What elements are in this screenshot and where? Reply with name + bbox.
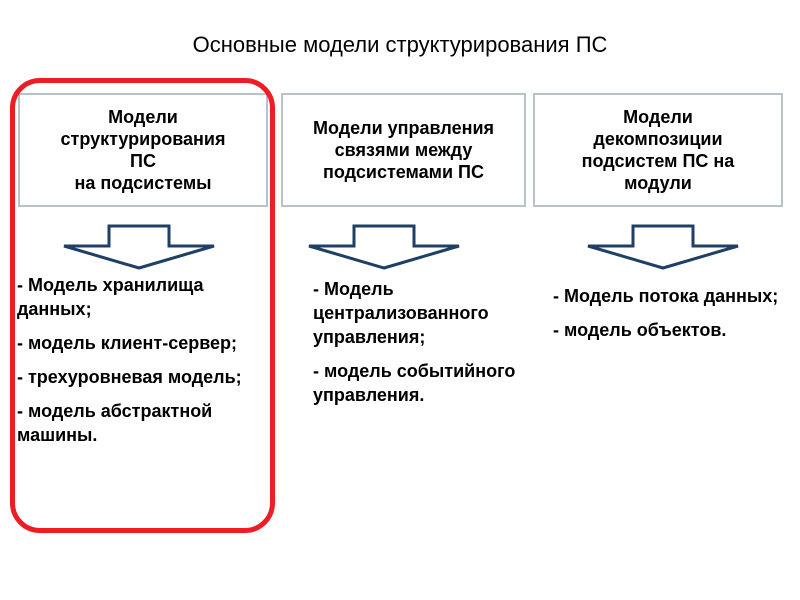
category-box-subsystems: Модели структурирования ПС на подсистемы <box>18 93 268 207</box>
model-list-decomposition <box>553 284 788 352</box>
down-arrow-icon <box>586 224 740 270</box>
model-list-subsystems <box>17 273 267 457</box>
list-item: - модель клиент-сервер; <box>17 333 238 353</box>
list-item: - Модель хранилища данных; <box>17 275 204 319</box>
list-item: - Модель централизованного управления; <box>313 279 489 347</box>
page-title: Основные модели структурирования ПС <box>192 32 608 57</box>
list-item: - модель абстрактной машины. <box>17 401 213 445</box>
list-item: - модель событийного управления. <box>313 361 516 405</box>
list-item: - Модель потока данных; <box>553 286 779 306</box>
list-item: - трехуровневая модель; <box>17 367 242 387</box>
model-list-control <box>313 277 543 417</box>
category-box-control: Модели управления связями между подсистемами ПС <box>281 93 526 207</box>
down-arrow-icon <box>307 224 461 270</box>
down-arrow-icon <box>62 224 216 270</box>
category-box-decomposition: Модели декомпозиции подсистем ПС на модули <box>533 93 783 207</box>
list-item: - модель объектов. <box>553 320 727 340</box>
